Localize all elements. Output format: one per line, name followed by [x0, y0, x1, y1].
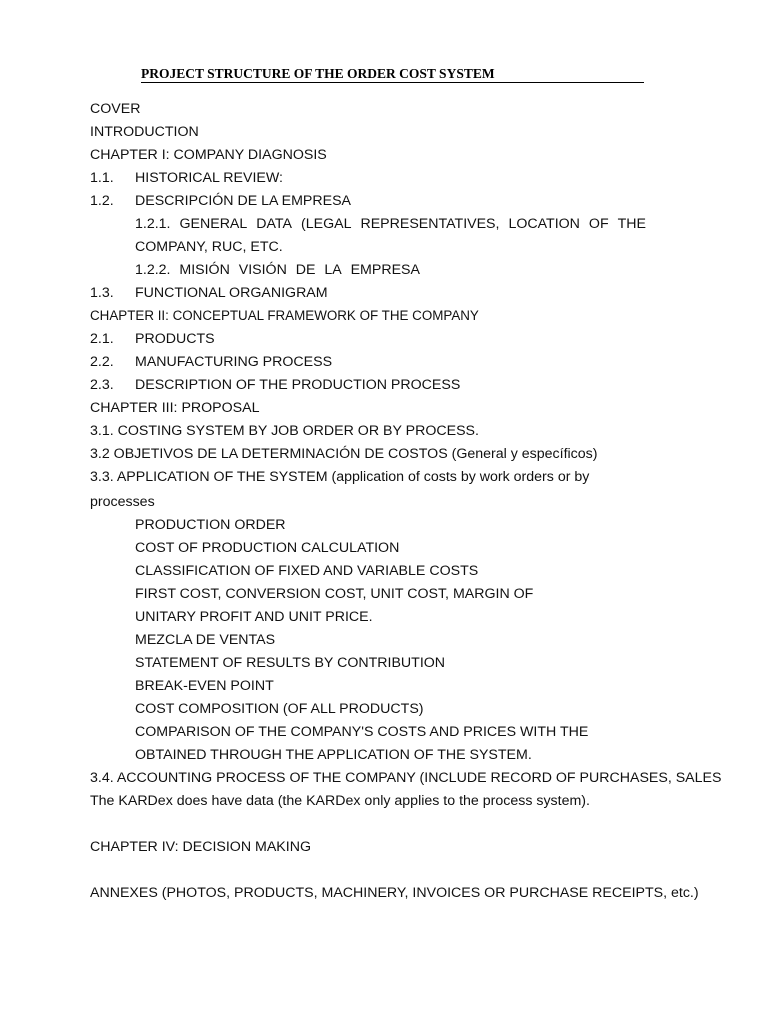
list-item: PRODUCTION ORDER	[135, 517, 286, 533]
word: MISIÓN	[179, 262, 230, 278]
word: EMPRESA	[350, 262, 420, 278]
list-item: FIRST COST, CONVERSION COST, UNIT COST, MARGIN OF	[135, 586, 534, 602]
toc-section-3-3: 3.3. APPLICATION OF THE SYSTEM (application of costs by work orders or by	[90, 469, 590, 485]
section-number: 1.3.	[90, 285, 114, 301]
section-label: MANUFACTURING PROCESS	[135, 354, 333, 370]
toc-section-1-2-1-continued: COMPANY, RUC, ETC.	[135, 239, 283, 255]
section-number: 2.3.	[90, 377, 114, 393]
section-label: DESCRIPCIÓN DE LA EMPRESA	[135, 193, 352, 209]
word: (LEGAL	[301, 216, 352, 232]
toc-annexes: ANNEXES (PHOTOS, PRODUCTS, MACHINERY, INVOICES OR PURCHASE RECEIPTS, etc.)	[90, 885, 699, 901]
word: LOCATION	[508, 216, 580, 232]
toc-cover: COVER	[90, 101, 141, 117]
word: 1.2.2.	[135, 262, 171, 278]
kardex-note: The KARDex does have data (the KARDex only applies to the process system).	[90, 793, 590, 809]
word: REPRESENTATIVES,	[360, 216, 500, 232]
word: VISIÓN	[238, 262, 287, 278]
toc-chapter-3: CHAPTER III: PROPOSAL	[90, 400, 260, 416]
toc-section-1-2-1	[135, 215, 646, 233]
section-label: FUNCTIONAL ORGANIGRAM	[135, 285, 328, 301]
section-number: 2.2.	[90, 354, 114, 370]
word: THE	[617, 216, 646, 232]
list-item: STATEMENT OF RESULTS BY CONTRIBUTION	[135, 655, 446, 671]
toc-chapter-4: CHAPTER IV: DECISION MAKING	[90, 839, 311, 855]
list-item: COST OF PRODUCTION CALCULATION	[135, 540, 400, 556]
toc-section-3-3-continued: processes	[90, 494, 155, 510]
toc-chapter-1: CHAPTER I: COMPANY DIAGNOSIS	[90, 147, 327, 163]
section-label: PRODUCTS	[135, 331, 215, 347]
list-item: MEZCLA DE VENTAS	[135, 632, 276, 648]
toc-section-3-4: 3.4. ACCOUNTING PROCESS OF THE COMPANY (INCLUDE RECORD OF PURCHASES, SALES	[90, 770, 722, 786]
section-number: 2.1.	[90, 331, 114, 347]
list-item: CLASSIFICATION OF FIXED AND VARIABLE COSTS	[135, 563, 479, 579]
word: LA	[324, 262, 342, 278]
section-label: DESCRIPTION OF THE PRODUCTION PROCESS	[135, 377, 461, 393]
word: DE	[295, 262, 316, 278]
toc-introduction: INTRODUCTION	[90, 124, 199, 140]
word: OF	[588, 216, 609, 232]
list-item: COMPARISON OF THE COMPANY'S COSTS AND PRICES WITH THE	[135, 724, 589, 740]
document-title: PROJECT STRUCTURE OF THE ORDER COST SYSTEM	[141, 66, 644, 83]
list-item: COST COMPOSITION (OF ALL PRODUCTS)	[135, 701, 424, 717]
word: 1.2.1.	[135, 216, 171, 232]
toc-section-3-2: 3.2 OBJETIVOS DE LA DETERMINACIÓN DE COSTOS (General y específicos)	[90, 446, 598, 462]
toc-section-3-1: 3.1. COSTING SYSTEM BY JOB ORDER OR BY PROCESS.	[90, 423, 479, 439]
list-item: UNITARY PROFIT AND UNIT PRICE.	[135, 609, 373, 625]
toc-chapter-2: CHAPTER II: CONCEPTUAL FRAMEWORK OF THE COMPANY	[90, 308, 479, 323]
toc-section-1-2-2	[135, 261, 420, 279]
list-item: BREAK-EVEN POINT	[135, 678, 274, 694]
word: GENERAL	[179, 216, 248, 232]
section-number: 1.1.	[90, 170, 114, 186]
word: DATA	[256, 216, 293, 232]
section-number: 1.2.	[90, 193, 114, 209]
list-item: OBTAINED THROUGH THE APPLICATION OF THE SYSTEM.	[135, 747, 532, 763]
section-label: HISTORICAL REVIEW:	[135, 170, 283, 186]
